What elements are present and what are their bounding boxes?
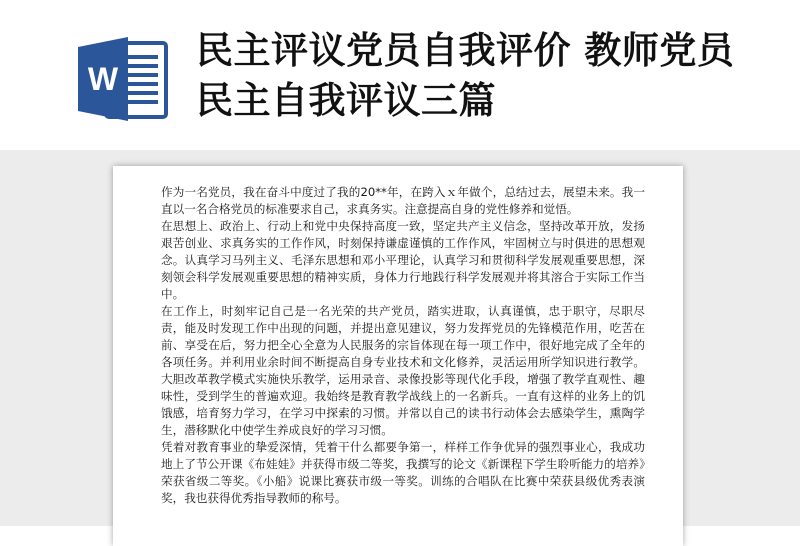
page-title: 民主评议党员自我评价 教师党员民主自我评议三篇 xyxy=(196,29,735,122)
paragraph: 凭着对教育事业的挚爱深情，凭着干什么都要争第一，样样工作争优异的强烈事业心，我成功地上了节公开课《布娃娃》并获得市级二等奖，我撰写的论文《新课程下学生聆听能力的培养》荣获省级二等奖。《小船》说课比赛获市级一等奖。训练的合唱队在比赛中荣获县级优秀表演奖，我也获得优秀指导教师的称号。 xyxy=(161,440,645,505)
paragraph: 在工作上，时刻牢记自己是一名光荣的共产党员，踏实进取，认真谨慎，忠于职守，尽职尽责，能及时发现工作中出现的问题，并提出意见建议，努力发挥党员的先锋模范作用，吃苦在前、享受在后，努力把全心全意为人民服务的宗旨体现在每一项工作中，很好地完成了全年的各项任务。并利用业余时间不断提高自身专业技术和文化修养，灵活运用所学知识进行教学。大胆改革教学模式实施快乐教学，运用录音、录像投影等现代化手段，增强了教学直观性、趣味性，受到学生的普遍欢迎。我始终是教育教学战线上的一名新兵。一直有这样的业务上的饥饿感，培育努力学习，在学习中探索的习惯。并常以自己的读书行动体会去感染学生，熏陶学生，潜移默化中使学生养成良好的学习习惯。 xyxy=(161,304,645,437)
document-body xyxy=(161,184,645,507)
word-document-icon xyxy=(76,33,172,125)
paragraph: 作为一名党员，我在奋斗中度过了我的20**年，在跨入ｘ年做个，总结过去，展望未来。我一直以一名合格党员的标准要求自己，求真务实。注意提高自身的党性修养和觉悟。 xyxy=(161,185,645,216)
header xyxy=(0,0,800,150)
paragraph: 在思想上、政治上、行动上和党中央保持高度一致，坚定共产主义信念，坚持改革开放，发扬艰苦创业、求真务实的工作作风，时刻保持谦虚谨慎的工作作风，牢固树立与时俱进的思想观念。认真学习马列主义、毛泽东思想和邓小平理论，认真学习和贯彻科学发展观重要思想，深刻领会科学发展观重要思想的精神实质，身体力行地践行科学发展观并将其溶合于实际工作当中。 xyxy=(161,219,645,301)
word-icon-letter: W xyxy=(87,61,119,97)
document-page xyxy=(113,166,683,546)
